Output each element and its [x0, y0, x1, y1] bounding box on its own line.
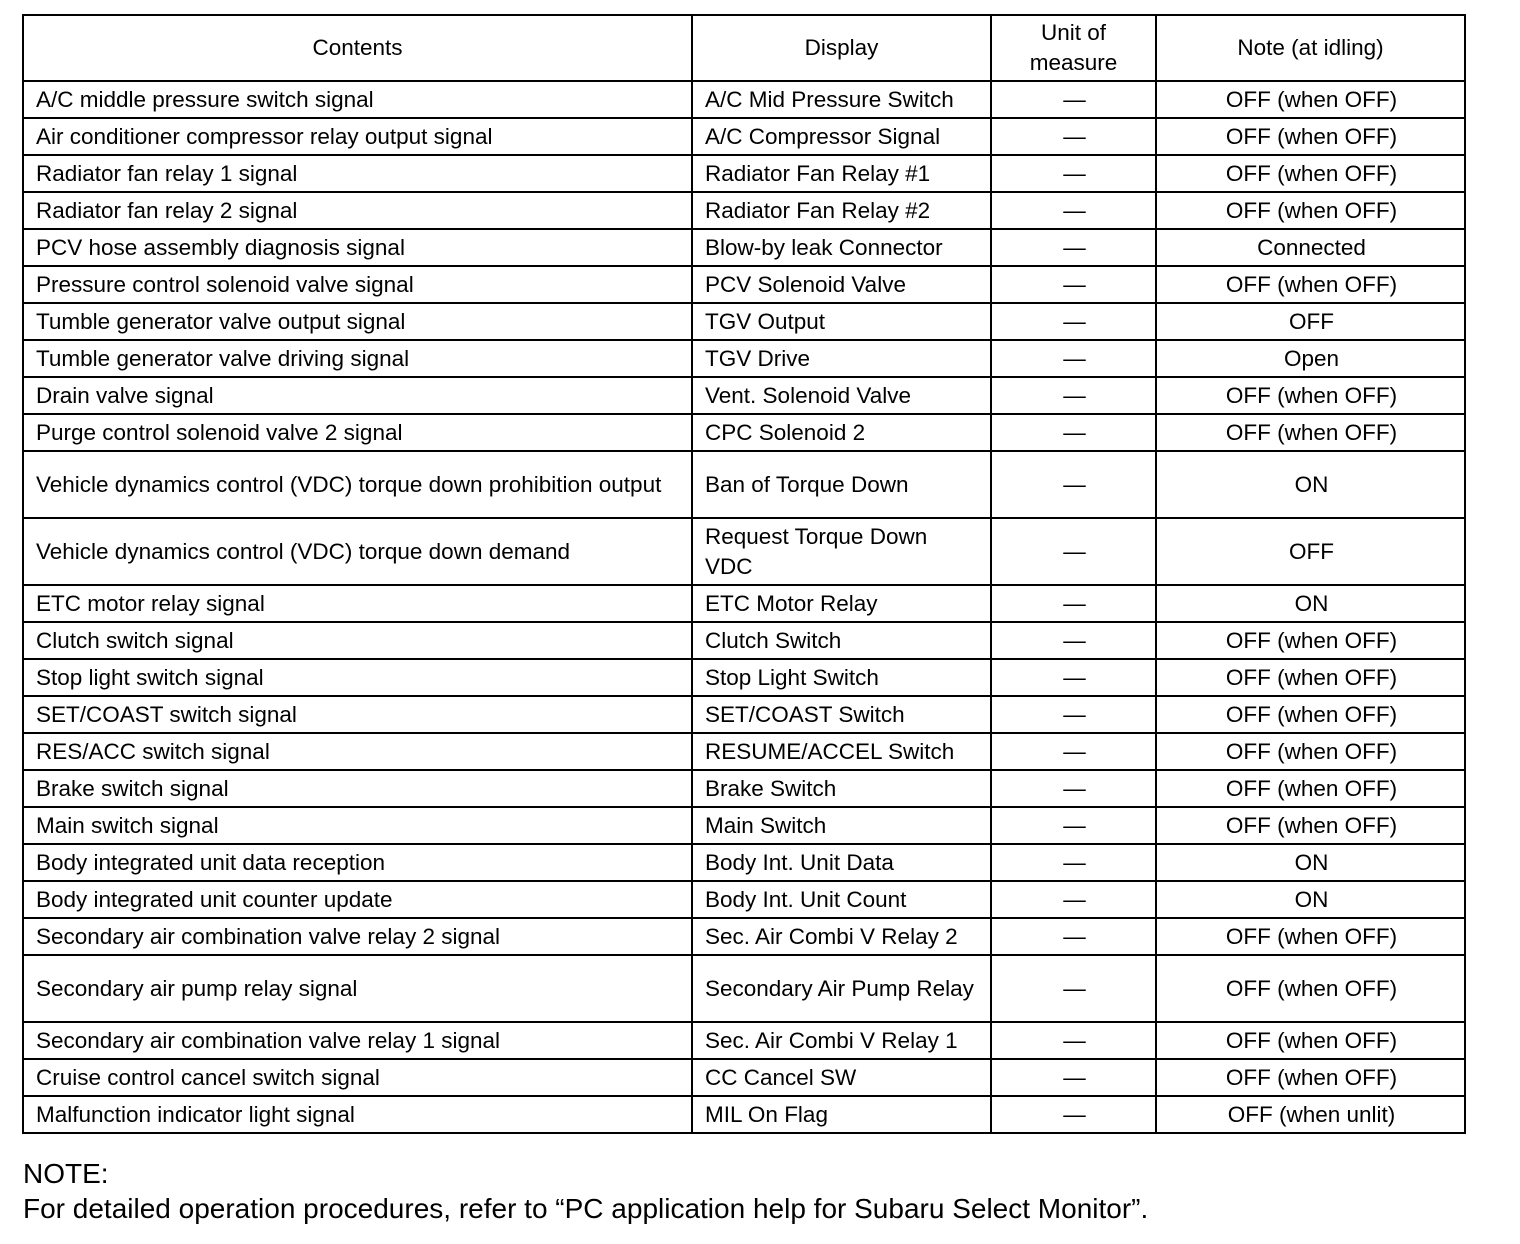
table-row	[23, 303, 1465, 340]
note-cell: OFF (when OFF)	[1156, 266, 1465, 303]
unit-cell: —	[991, 414, 1156, 451]
note-cell: OFF (when OFF)	[1156, 659, 1465, 696]
contents-cell: Air conditioner compressor relay output signal	[23, 118, 692, 155]
contents-cell: Stop light switch signal	[23, 659, 692, 696]
note-cell: OFF (when OFF)	[1156, 192, 1465, 229]
note-cell: OFF (when OFF)	[1156, 733, 1465, 770]
contents-cell: SET/COAST switch signal	[23, 696, 692, 733]
table-row	[23, 451, 1465, 518]
contents-cell: Purge control solenoid valve 2 signal	[23, 414, 692, 451]
contents-cell: Radiator fan relay 2 signal	[23, 192, 692, 229]
display-cell: A/C Mid Pressure Switch	[692, 81, 991, 118]
table-row	[23, 844, 1465, 881]
contents-cell: Brake switch signal	[23, 770, 692, 807]
note-cell: OFF (when OFF)	[1156, 1022, 1465, 1059]
display-cell: A/C Compressor Signal	[692, 118, 991, 155]
unit-cell: —	[991, 733, 1156, 770]
unit-cell: —	[991, 659, 1156, 696]
note-cell: OFF (when OFF)	[1156, 918, 1465, 955]
unit-cell: —	[991, 377, 1156, 414]
display-cell: CPC Solenoid 2	[692, 414, 991, 451]
table-row	[23, 733, 1465, 770]
display-cell: Body Int. Unit Data	[692, 844, 991, 881]
contents-cell: Drain valve signal	[23, 377, 692, 414]
contents-cell: Secondary air combination valve relay 1 signal	[23, 1022, 692, 1059]
unit-cell: —	[991, 266, 1156, 303]
header-note: Note (at idling)	[1156, 15, 1465, 81]
unit-cell: —	[991, 696, 1156, 733]
note-text: For detailed operation procedures, refer to “PC application help for Subaru Select Monitor”.	[23, 1193, 1149, 1224]
display-cell: Secondary Air Pump Relay	[692, 955, 991, 1022]
display-cell: Vent. Solenoid Valve	[692, 377, 991, 414]
table-row	[23, 955, 1465, 1022]
unit-cell: —	[991, 807, 1156, 844]
display-cell: Brake Switch	[692, 770, 991, 807]
data-table	[22, 14, 1466, 1134]
contents-cell: Vehicle dynamics control (VDC) torque down prohibition output	[23, 451, 692, 518]
note-label: NOTE:	[23, 1158, 109, 1189]
unit-cell: —	[991, 229, 1156, 266]
display-cell: Radiator Fan Relay #2	[692, 192, 991, 229]
note-cell: Open	[1156, 340, 1465, 377]
unit-cell: —	[991, 81, 1156, 118]
unit-cell: —	[991, 1096, 1156, 1133]
note-cell: ON	[1156, 585, 1465, 622]
unit-cell: —	[991, 881, 1156, 918]
unit-cell: —	[991, 955, 1156, 1022]
display-cell: Sec. Air Combi V Relay 1	[692, 1022, 991, 1059]
table-row	[23, 377, 1465, 414]
unit-cell: —	[991, 451, 1156, 518]
contents-cell: Pressure control solenoid valve signal	[23, 266, 692, 303]
display-cell: Clutch Switch	[692, 622, 991, 659]
contents-cell: RES/ACC switch signal	[23, 733, 692, 770]
table-row	[23, 622, 1465, 659]
display-cell: RESUME/ACCEL Switch	[692, 733, 991, 770]
table-row	[23, 229, 1465, 266]
contents-cell: Radiator fan relay 1 signal	[23, 155, 692, 192]
table-row	[23, 585, 1465, 622]
note-cell: OFF (when OFF)	[1156, 155, 1465, 192]
note-cell: OFF (when OFF)	[1156, 955, 1465, 1022]
display-cell: MIL On Flag	[692, 1096, 991, 1133]
contents-cell: Secondary air combination valve relay 2 signal	[23, 918, 692, 955]
unit-cell: —	[991, 585, 1156, 622]
header-display: Display	[692, 15, 991, 81]
unit-cell: —	[991, 918, 1156, 955]
table-row	[23, 518, 1465, 585]
contents-cell: A/C middle pressure switch signal	[23, 81, 692, 118]
contents-cell: Body integrated unit data reception	[23, 844, 692, 881]
contents-cell: Tumble generator valve output signal	[23, 303, 692, 340]
contents-cell: Cruise control cancel switch signal	[23, 1059, 692, 1096]
note-cell: OFF (when OFF)	[1156, 414, 1465, 451]
table-row	[23, 1022, 1465, 1059]
header-unit: Unit of measure	[991, 15, 1156, 81]
contents-cell: Main switch signal	[23, 807, 692, 844]
note-cell: OFF	[1156, 518, 1465, 585]
display-cell: Ban of Torque Down	[692, 451, 991, 518]
unit-cell: —	[991, 844, 1156, 881]
display-cell: Body Int. Unit Count	[692, 881, 991, 918]
note-cell: OFF (when OFF)	[1156, 1059, 1465, 1096]
contents-cell: PCV hose assembly diagnosis signal	[23, 229, 692, 266]
display-cell: PCV Solenoid Valve	[692, 266, 991, 303]
unit-cell: —	[991, 118, 1156, 155]
table-row	[23, 340, 1465, 377]
display-cell: TGV Output	[692, 303, 991, 340]
header-contents: Contents	[23, 15, 692, 81]
display-cell: SET/COAST Switch	[692, 696, 991, 733]
unit-cell: —	[991, 340, 1156, 377]
display-cell: ETC Motor Relay	[692, 585, 991, 622]
note-cell: Connected	[1156, 229, 1465, 266]
contents-cell: Malfunction indicator light signal	[23, 1096, 692, 1133]
unit-cell: —	[991, 1022, 1156, 1059]
display-cell: Main Switch	[692, 807, 991, 844]
contents-cell: Tumble generator valve driving signal	[23, 340, 692, 377]
display-cell: Sec. Air Combi V Relay 2	[692, 918, 991, 955]
note-cell: OFF (when OFF)	[1156, 696, 1465, 733]
unit-cell: —	[991, 518, 1156, 585]
table-row	[23, 414, 1465, 451]
display-cell: Stop Light Switch	[692, 659, 991, 696]
unit-cell: —	[991, 622, 1156, 659]
note-cell: OFF (when OFF)	[1156, 81, 1465, 118]
contents-cell: ETC motor relay signal	[23, 585, 692, 622]
table-row	[23, 770, 1465, 807]
header-row	[23, 15, 1465, 81]
contents-cell: Secondary air pump relay signal	[23, 955, 692, 1022]
note-cell: OFF (when OFF)	[1156, 807, 1465, 844]
table-row	[23, 118, 1465, 155]
note-cell: OFF (when unlit)	[1156, 1096, 1465, 1133]
display-cell: Radiator Fan Relay #1	[692, 155, 991, 192]
table-row	[23, 696, 1465, 733]
table-row	[23, 155, 1465, 192]
display-cell: Blow-by leak Connector	[692, 229, 991, 266]
display-cell: Request Torque Down VDC	[692, 518, 991, 585]
note-cell: OFF (when OFF)	[1156, 622, 1465, 659]
display-cell: TGV Drive	[692, 340, 991, 377]
note-cell: OFF	[1156, 303, 1465, 340]
table-row	[23, 918, 1465, 955]
display-cell: CC Cancel SW	[692, 1059, 991, 1096]
note-cell: ON	[1156, 881, 1465, 918]
contents-cell: Vehicle dynamics control (VDC) torque down demand	[23, 518, 692, 585]
contents-cell: Clutch switch signal	[23, 622, 692, 659]
table-row	[23, 81, 1465, 118]
unit-cell: —	[991, 303, 1156, 340]
note-cell: OFF (when OFF)	[1156, 377, 1465, 414]
table-row	[23, 659, 1465, 696]
unit-cell: —	[991, 770, 1156, 807]
unit-cell: —	[991, 155, 1156, 192]
note-cell: OFF (when OFF)	[1156, 770, 1465, 807]
note-cell: OFF (when OFF)	[1156, 118, 1465, 155]
contents-cell: Body integrated unit counter update	[23, 881, 692, 918]
table-row	[23, 1059, 1465, 1096]
table-row	[23, 266, 1465, 303]
table-row	[23, 192, 1465, 229]
table-row	[23, 881, 1465, 918]
unit-cell: —	[991, 192, 1156, 229]
table-row	[23, 807, 1465, 844]
note-cell: ON	[1156, 844, 1465, 881]
unit-cell: —	[991, 1059, 1156, 1096]
note-cell: ON	[1156, 451, 1465, 518]
table-row	[23, 1096, 1465, 1133]
